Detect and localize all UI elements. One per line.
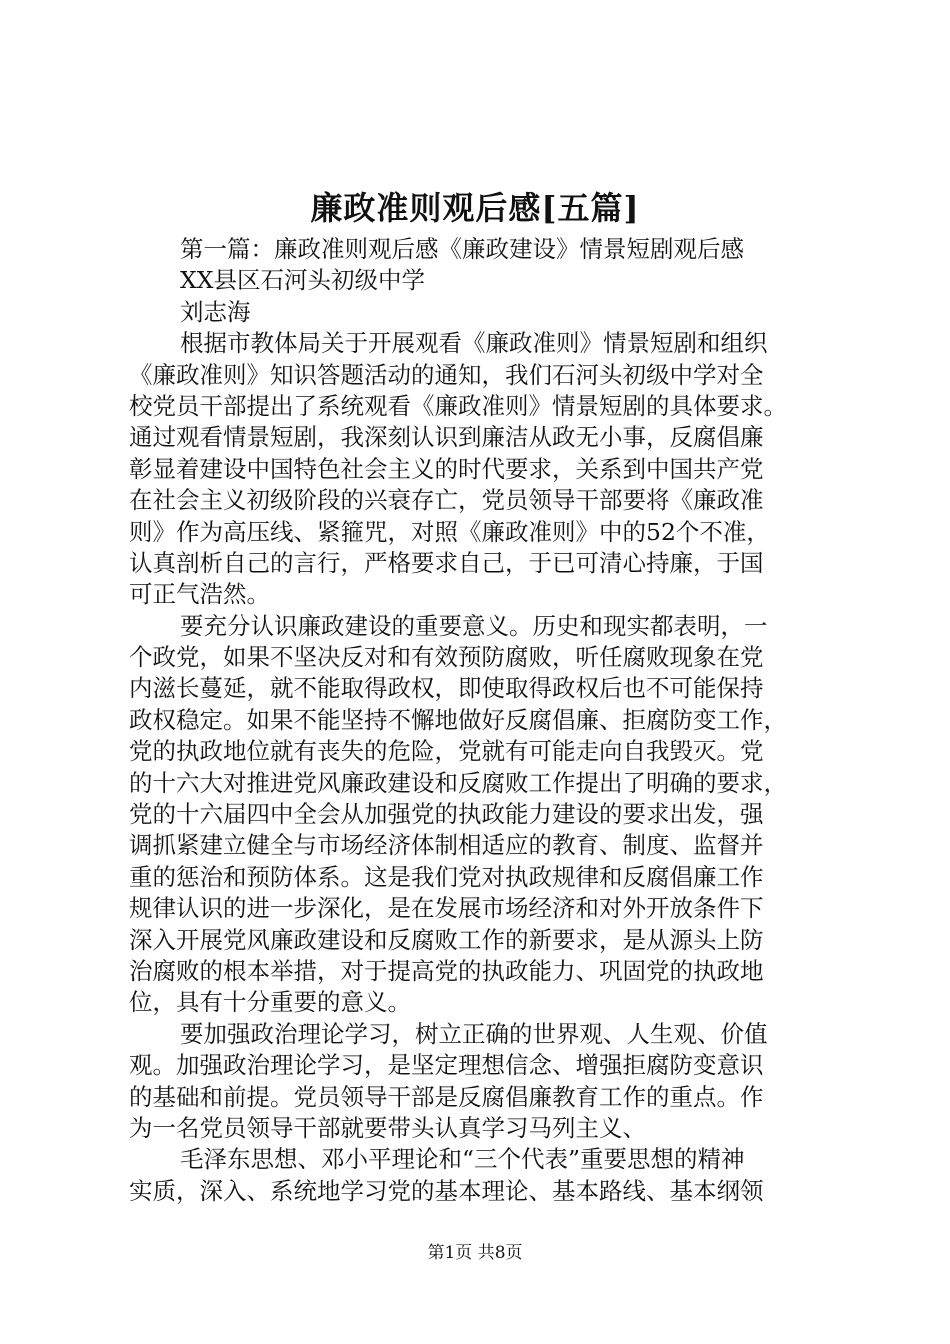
- paragraph-line: 政权稳定。如果不能坚持不懈地做好反腐倡廉、拒腐防变工作，: [129, 705, 787, 734]
- paragraph-line: 实质，深入、系统地学习党的基本理论、基本路线、基本纲领: [129, 1176, 764, 1205]
- paragraph-line: 调抓紧建立健全与市场经济体制相适应的教育、制度、监督并: [129, 831, 764, 860]
- paragraph-line: 要加强政治理论学习，树立正确的世界观、人生观、价值: [180, 1019, 768, 1048]
- author-name: 刘志海: [180, 297, 251, 326]
- paragraph-line: 位，具有十分重要的意义。: [129, 988, 411, 1017]
- paragraph-line: 校党员干部提出了系统观看《廉政准则》情景短剧的具体要求。: [129, 391, 787, 420]
- paragraph-line: 党的十六届四中全会从加强党的执政能力建设的要求出发，强: [129, 800, 764, 829]
- paragraph-line: 毛泽东思想、邓小平理论和“三个代表”重要思想的精神: [180, 1145, 745, 1174]
- paragraph-line: 认真剖析自己的言行，严格要求自己，于已可清心持廉，于国: [129, 548, 764, 577]
- school-name: XX县区石河头初级中学: [180, 266, 425, 295]
- paragraph-line: 彰显着建设中国特色社会主义的时代要求，关系到中国共产党: [129, 454, 764, 483]
- paragraph-line: 《廉政准则》知识答题活动的通知，我们石河头初级中学对全: [129, 360, 764, 389]
- paragraph-line: 通过观看情景短剧，我深刻认识到廉洁从政无小事，反腐倡廉: [129, 423, 764, 452]
- paragraph-line: 的十六大对推进党风廉政建设和反腐败工作提出了明确的要求，: [129, 768, 787, 797]
- paragraph-line: 为一名党员领导干部就要带头认真学习马列主义、: [129, 1113, 646, 1142]
- paragraph-line: 治腐败的根本举措，对于提高党的执政能力、巩固党的执政地: [129, 956, 764, 985]
- document-title: 廉政准则观后感[五篇]: [310, 189, 640, 227]
- section-heading: 第一篇：廉政准则观后感《廉政建设》情景短剧观后感: [180, 235, 744, 263]
- paragraph-line: 要充分认识廉政建设的重要意义。历史和现实都表明，一: [180, 611, 768, 640]
- paragraph-line: 在社会主义初级阶段的兴衰存亡，党员领导干部要将《廉政准: [129, 486, 764, 515]
- paragraph-line: 则》作为高压线、紧箍咒，对照《廉政准则》中的52个不准，: [129, 517, 770, 546]
- paragraph-line: 深入开展党风廉政建设和反腐败工作的新要求，是从源头上防: [129, 925, 764, 954]
- paragraph-line: 个政党，如果不坚决反对和有效预防腐败，听任腐败现象在党: [129, 643, 764, 672]
- paragraph-line: 的基础和前提。党员领导干部是反腐倡廉教育工作的重点。作: [129, 1082, 764, 1111]
- paragraph-line: 根据市教体局关于开展观看《廉政准则》情景短剧和组织: [180, 329, 768, 358]
- page-footer: 第1页 共8页: [427, 1243, 523, 1263]
- paragraph-line: 观。加强政治理论学习，是坚定理想信念、增强拒腐防变意识: [129, 1051, 764, 1080]
- paragraph-line: 党的执政地位就有丧失的危险，党就有可能走向自我毁灭。党: [129, 737, 764, 766]
- document-body: [129, 234, 837, 1207]
- paragraph-line: 内滋长蔓延，就不能取得政权，即使取得政权后也不可能保持: [129, 674, 764, 703]
- paragraph-line: 规律认识的进一步深化，是在发展市场经济和对外开放条件下: [129, 894, 764, 923]
- paragraph-line: 可正气浩然。: [129, 580, 270, 609]
- paragraph-line: 重的惩治和预防体系。这是我们党对执政规律和反腐倡廉工作: [129, 862, 764, 891]
